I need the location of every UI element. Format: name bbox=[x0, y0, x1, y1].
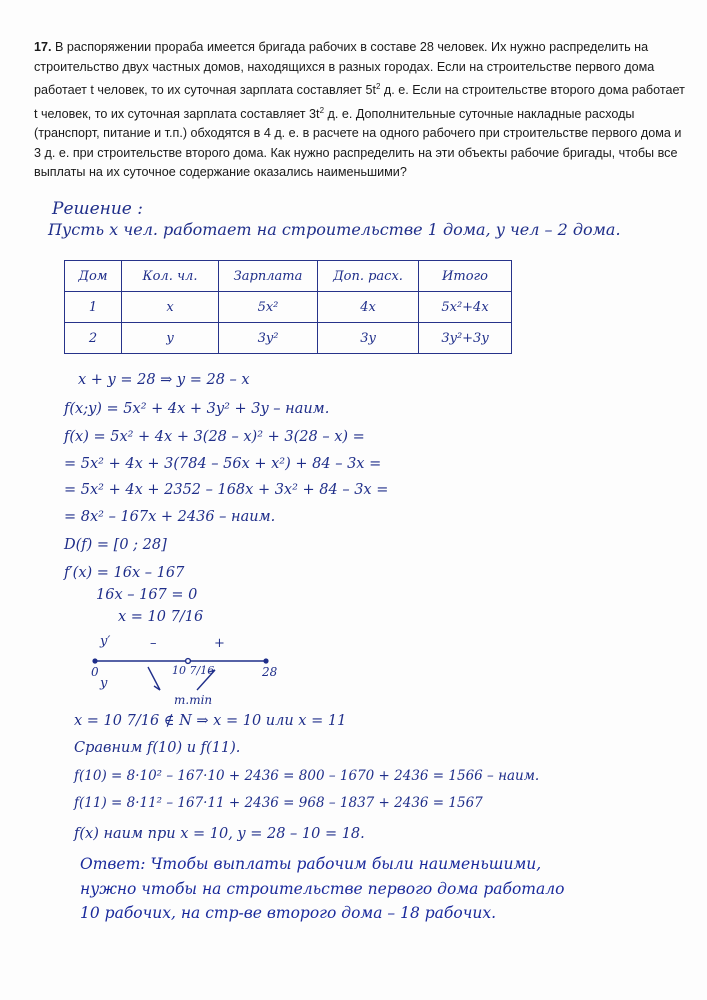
equation-line: = 8x² – 167x + 2436 – наим. bbox=[64, 509, 276, 525]
table-header-cell: Кол. чл. bbox=[122, 261, 219, 292]
sign-chart-minus: – bbox=[150, 636, 157, 651]
table-cell: y bbox=[122, 323, 219, 354]
sign-chart-tmin: т.min bbox=[174, 693, 213, 707]
problem-text-2: д. е. Если на строительстве второго дома работает t человек, то их суточная зарплата составляет 3t bbox=[34, 83, 685, 121]
equation-line: D(f) = [0 ; 28] bbox=[64, 537, 167, 553]
sign-chart-plus: + bbox=[214, 636, 225, 651]
equation-line: f′(x) = 16x – 167 bbox=[64, 565, 185, 581]
equation-line: f(10) = 8·10² – 167·10 + 2436 = 800 – 1670 + 2436 = 1566 – наим. bbox=[74, 768, 540, 784]
equation-line: x + y = 28 ⇒ y = 28 – x bbox=[78, 372, 250, 388]
problem-number: 17. bbox=[34, 40, 52, 54]
table-cell: 5x² bbox=[219, 292, 318, 323]
equation-line: Сравним f(10) и f(11). bbox=[74, 740, 241, 756]
answer-line: Ответ: Чтобы выплаты рабочим были наименьшими, bbox=[80, 855, 542, 873]
table-cell: 1 bbox=[65, 292, 122, 323]
table-cell: 2 bbox=[65, 323, 122, 354]
sign-chart-y: y bbox=[100, 676, 108, 691]
superscript-1: 2 bbox=[375, 82, 381, 91]
answer-line: нужно чтобы на строительстве первого дома работало bbox=[80, 880, 565, 898]
right-endpoint bbox=[263, 658, 268, 663]
critical-point bbox=[186, 659, 191, 664]
table-header-cell: Дом bbox=[65, 261, 122, 292]
equation-line: = 5x² + 4x + 3(784 – 56x + x²) + 84 – 3x = bbox=[64, 456, 382, 472]
sign-chart-right-label: 28 bbox=[262, 665, 278, 679]
equation-line: f(x) наим при x = 10, y = 28 – 10 = 18. bbox=[74, 826, 365, 842]
answer-line: 10 рабочих, на стр-ве второго дома – 18 рабочих. bbox=[80, 904, 497, 922]
equation-line: x = 10 7/16 bbox=[118, 609, 204, 625]
solution-heading: Решение : bbox=[52, 199, 144, 219]
table-cell: 4x bbox=[318, 292, 419, 323]
equation-line: f(11) = 8·11² – 167·11 + 2436 = 968 – 1837 + 2436 = 1567 bbox=[74, 795, 483, 811]
sign-chart-mid-label: 10 7/16 bbox=[172, 664, 215, 677]
sign-chart-yprime: y′ bbox=[100, 634, 111, 649]
solution-intro: Пусть x чел. работает на строительстве 1 дома, y чел – 2 дома. bbox=[48, 220, 621, 239]
table-cell: 5x²+4x bbox=[419, 292, 512, 323]
table-header-cell: Доп. расх. bbox=[318, 261, 419, 292]
superscript-2: 2 bbox=[319, 105, 325, 115]
equation-line: 16x – 167 = 0 bbox=[96, 587, 198, 603]
equation-line: f(x;y) = 5x² + 4x + 3y² + 3y – наим. bbox=[64, 401, 330, 417]
sign-chart-left-label: 0 bbox=[91, 665, 99, 679]
table-cell: 3y²+3y bbox=[419, 323, 512, 354]
table-cell: x bbox=[122, 292, 219, 323]
equation-line: = 5x² + 4x + 2352 – 168x + 3x² + 84 – 3x = bbox=[64, 482, 389, 498]
table-header-cell: Зарплата bbox=[219, 261, 318, 292]
equation-line: f(x) = 5x² + 4x + 3(28 – x)² + 3(28 – x) = bbox=[64, 429, 365, 445]
equation-line: x = 10 7/16 ∉ N ⇒ x = 10 или x = 11 bbox=[74, 713, 347, 729]
table-cell: 3y² bbox=[219, 323, 318, 354]
table-cell: 3y bbox=[318, 323, 419, 354]
problem-text-1: В распоряжении прораба имеется бригада рабочих в составе 28 человек. Их нужно распределить на строительство двух частных домов, находящихся в разных городах. Если на строительстве первого дома работает t человек, то их суточная зарплата составляет 5t bbox=[34, 40, 655, 98]
left-endpoint bbox=[92, 658, 97, 663]
table-header-cell: Итого bbox=[419, 261, 512, 292]
problem-text-3: д. е. Дополнительные суточные накладные расходы (транспорт, питание и т.п.) обходятся в 4 д. е. в расчете на одного рабочего при строительстве первого дома и 3 д. е. при строительстве второго дома. Как нужно распределить на эти объекты рабочие бригады, чтобы все выплаты на их суточное содержание оказались наименьшими? bbox=[34, 106, 682, 180]
